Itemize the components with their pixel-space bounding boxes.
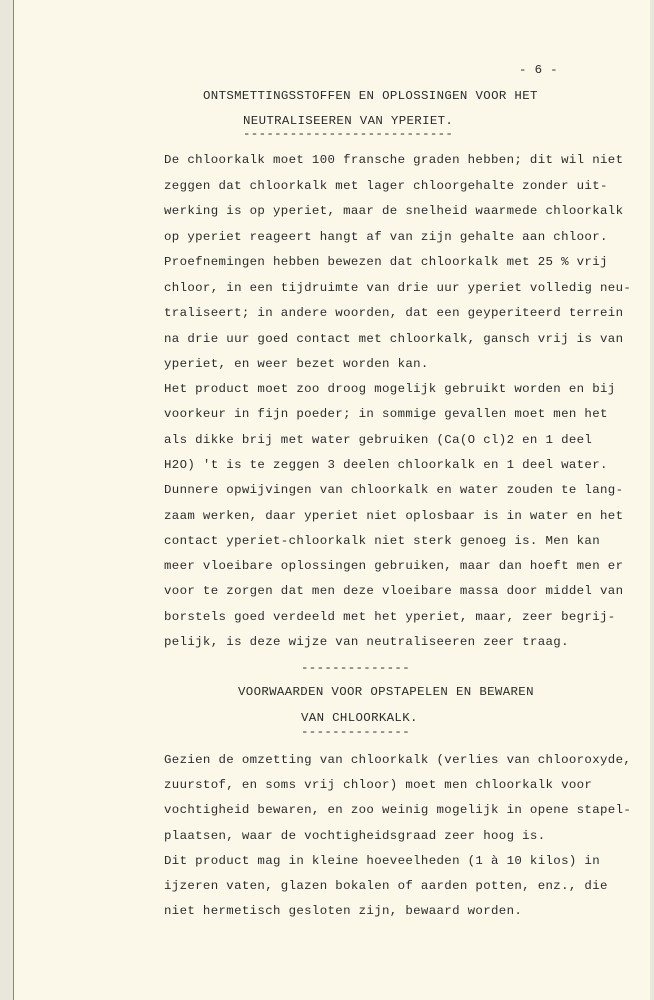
text-line: niet hermetisch gesloten zijn, bewaard worden.	[164, 904, 523, 919]
text-line: Dunnere opwijvingen van chloorkalk en water zouden te lang-	[164, 483, 624, 498]
text-line: voorkeur in fijn poeder; in sommige gevallen moet men het	[164, 407, 608, 422]
text-line: werking is op yperiet, maar de snelheid waarmede chloorkalk	[164, 204, 624, 218]
heading-1-line-1: ONTSMETTINGSSTOFFEN EN OPLOSSINGEN VOOR HET	[203, 89, 538, 103]
text-line: contact yperiet-chloorkalk niet sterk genoeg is. Men kan	[164, 533, 600, 548]
text-line: Proefnemingen hebben bewezen dat chloorkalk met 25 % vrij	[164, 255, 608, 269]
document-page	[13, 0, 650, 1000]
text-line: Dit product mag in kleine hoeveelheden (1 à 10 kilos) in	[164, 853, 600, 868]
page-number: - 6 -	[519, 63, 558, 77]
text-line: traliseert; in andere woorden, dat een geyperiteerd terrein	[164, 306, 624, 320]
text-line: plaatsen, waar de vochtigheidsgraad zeer hoog is.	[164, 828, 546, 843]
text-line: meer vloeibare oplossingen gebruiken, maar dan hoeft men er	[164, 559, 624, 574]
text-line: ijzeren vaten, glazen bokalen of aarden potten, enz., die	[164, 879, 608, 893]
section-separator: --------------	[301, 661, 410, 675]
heading-2-line-1: VOORWAARDEN VOOR OPSTAPELEN EN BEWAREN	[238, 685, 534, 699]
text-line: H2O) 't is te zeggen 3 deelen chloorkalk en 1 deel water.	[164, 457, 608, 472]
text-line: pelijk, is deze wijze van neutraliseeren zeer traag.	[164, 635, 569, 649]
text-line: na drie uur goed contact met chloorkalk, gansch vrij is van	[164, 331, 624, 346]
heading-2-line-2: VAN CHLOORKALK.	[301, 711, 418, 725]
text-line: vochtigheid bewaren, en zoo weinig mogelijk in opene stapel-	[164, 803, 632, 818]
text-line: borstels goed verdeeld met het yperiet, maar, zeer begrij-	[164, 609, 616, 624]
text-line: Gezien de omzetting van chloorkalk (verlies van chlooroxyde,	[164, 753, 632, 767]
text-line: yperiet, en weer bezet worden kan.	[164, 357, 429, 371]
heading-1-underline: ---------------------------	[243, 127, 454, 141]
text-line: zaam werken, daar yperiet niet oplosbaar is in water en het	[164, 508, 624, 523]
heading-2-underline: --------------	[301, 725, 410, 739]
heading-1-line-2: NEUTRALISEEREN VAN YPERIET.	[243, 114, 454, 128]
text-line: zeggen dat chloorkalk met lager chloorgehalte zonder uit-	[164, 178, 608, 193]
text-line: op yperiet reageert hangt af van zijn gehalte aan chloor.	[164, 229, 608, 244]
text-line: voor te zorgen dat men deze vloeibare massa door middel van	[164, 584, 624, 599]
text-line: zuurstof, en soms vrij chloor) moet men chloorkalk voor	[164, 778, 593, 793]
text-line: Het product moet zoo droog mogelijk gebruikt worden en bij	[164, 382, 616, 396]
text-line: chloor, in een tijdruimte van drie uur yperiet volledig neu-	[164, 280, 632, 295]
text-line: De chloorkalk moet 100 fransche graden hebben; dit wil niet	[164, 153, 624, 167]
text-line: als dikke brij met water gebruiken (Ca(O cl)2 en 1 deel	[164, 432, 593, 447]
